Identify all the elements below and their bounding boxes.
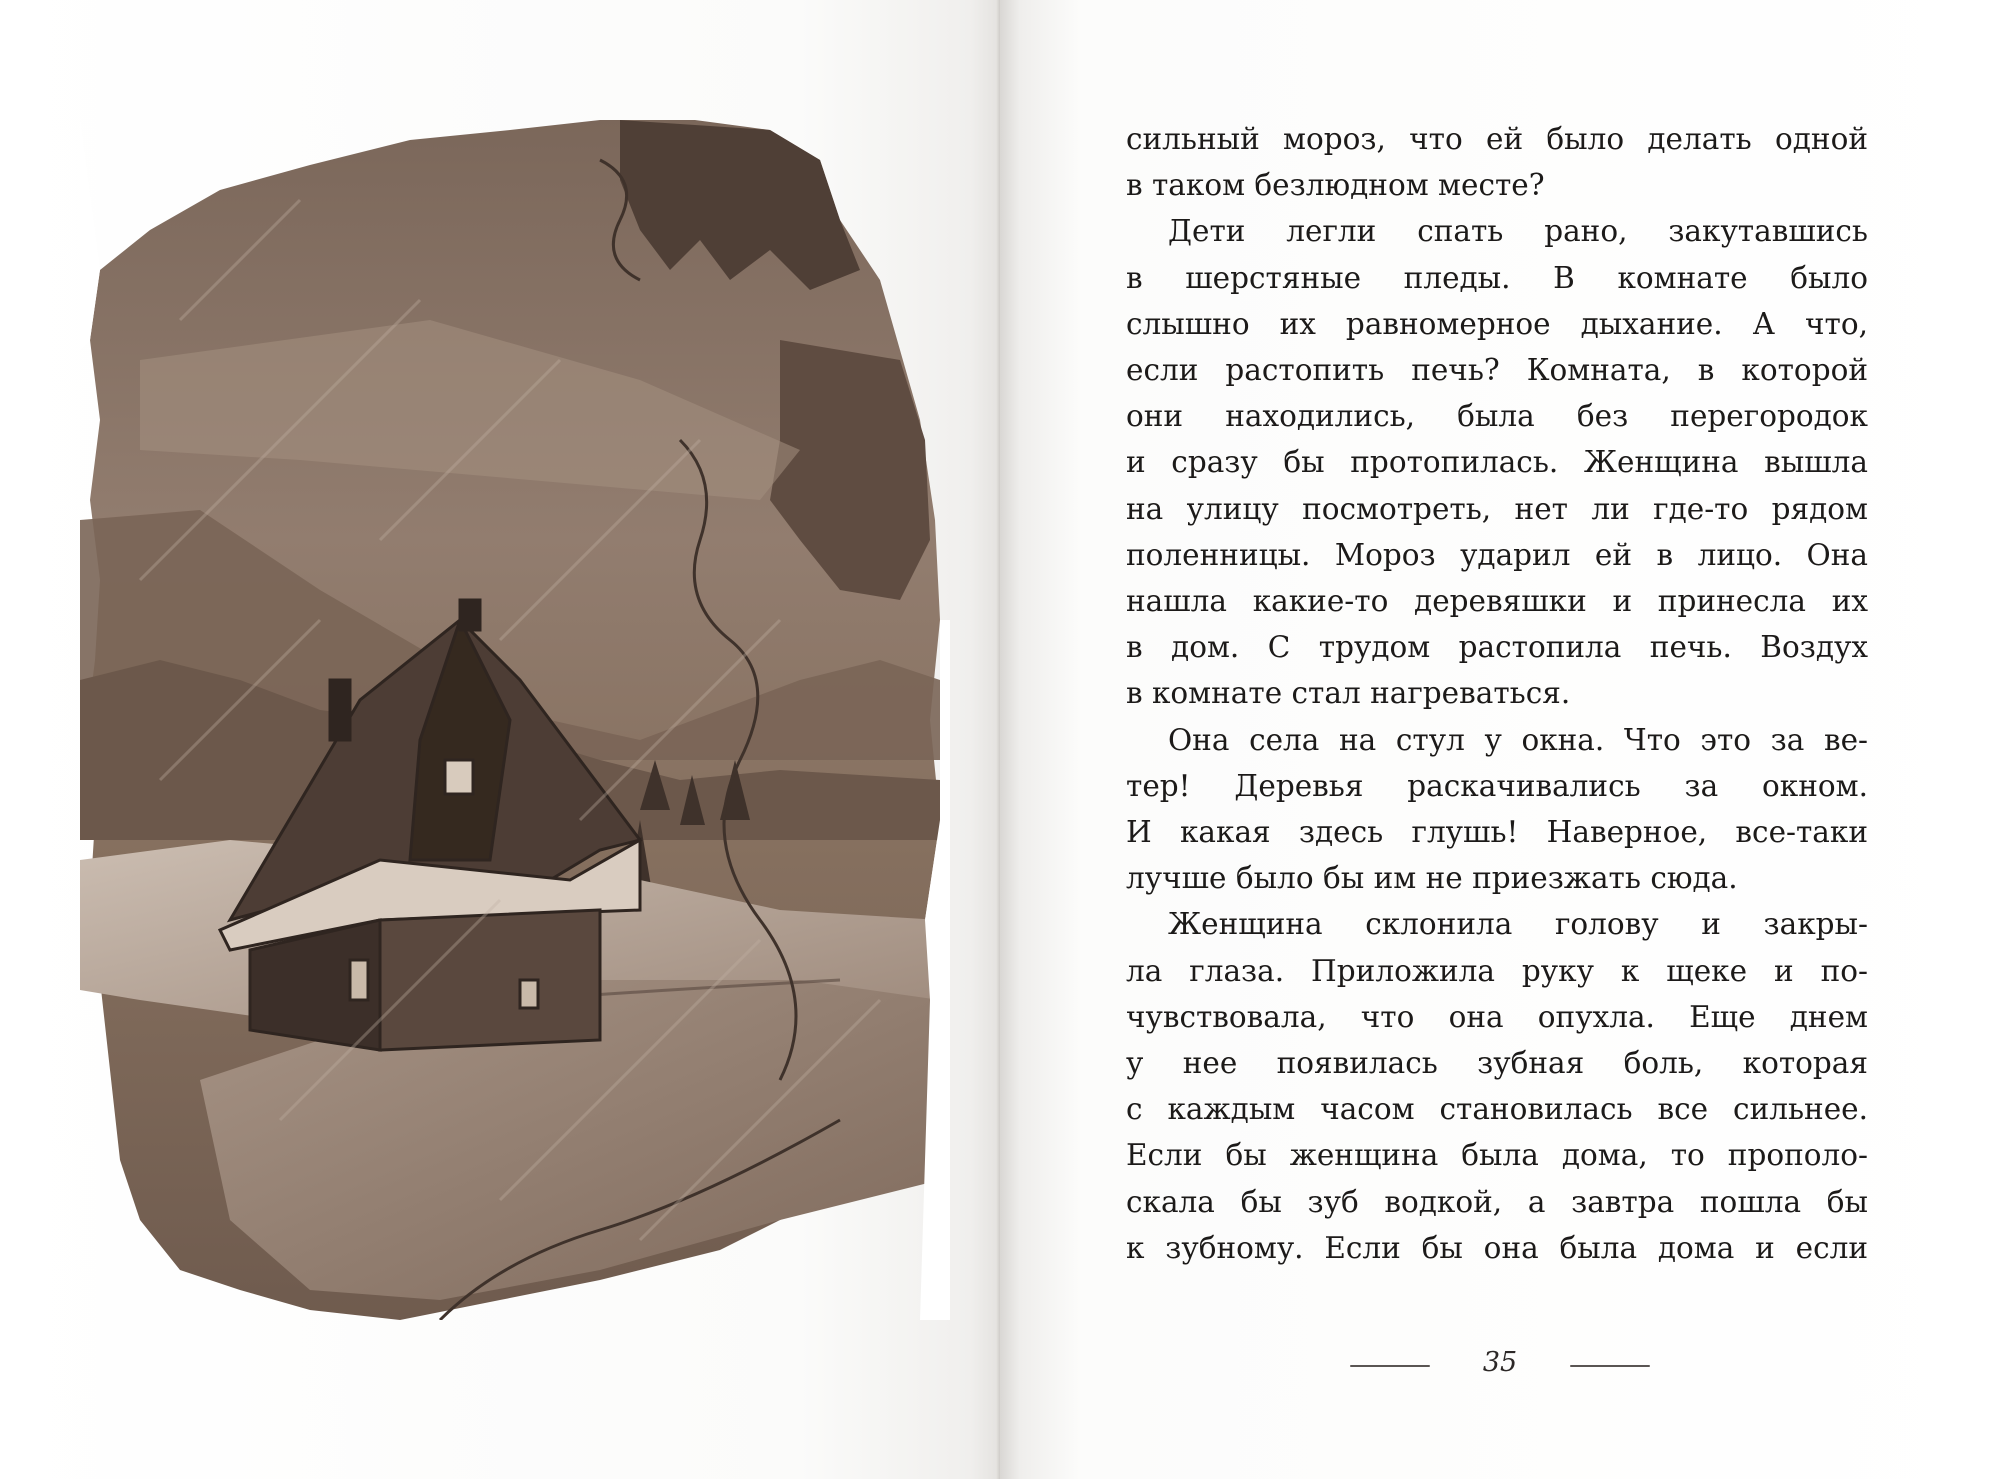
text-line: Если бы женщина была дома, то прополо- (1126, 1138, 1868, 1173)
text-line: если растопить печь? Комната, в которой (1126, 353, 1868, 388)
text-line: в шерстяные пледы. В комнате было (1126, 260, 1868, 295)
text-line: слышно их равномерное дыхание. А что, (1126, 306, 1868, 341)
text-line: сильный мороз, что ей было делать одной (1126, 122, 1868, 156)
body-text (1126, 116, 1868, 1271)
text-line: в комнате стал нагреваться. (1126, 676, 1571, 711)
text-line: у нее появилась зубная боль, которая (1126, 1046, 1868, 1081)
footer-dash-right (1570, 1365, 1650, 1367)
text-line: с каждым часом становилась все сильнее. (1126, 1092, 1868, 1127)
text-line: поленницы. Мороз ударил ей в лицо. Она (1126, 537, 1868, 572)
text-line: в таком безлюдном месте? (1126, 168, 1545, 203)
text-line: и сразу бы протопилась. Женщина вышла (1126, 445, 1868, 480)
text-line: к зубному. Если бы она была дома и если (1126, 1230, 1868, 1265)
text-line: в дом. С трудом растопила печь. Воздух (1126, 630, 1868, 665)
text-line: нашла какие-то деревяшки и принесла их (1126, 584, 1868, 619)
text-line: Она села на стул у окна. Что это за ве- (1168, 722, 1868, 757)
text-line: чувствовала, что она опухла. Еще днем (1126, 999, 1868, 1034)
text-line: лучше было бы им не приезжать сюда. (1126, 861, 1738, 896)
text-line: Дети легли спать рано, закутавшись (1168, 214, 1868, 249)
text-line: скала бы зуб водкой, а завтра пошла бы (1126, 1184, 1868, 1219)
text-line: ла глаза. Приложила руку к щеке и по- (1126, 953, 1868, 988)
text-line: тер! Деревья раскачивались за окном. (1126, 768, 1868, 803)
text-line: на улицу посмотреть, нет ли где-то рядом (1126, 491, 1868, 526)
text-line: И какая здесь глушь! Наверное, все-таки (1126, 815, 1868, 850)
page-footer (1350, 1345, 1650, 1385)
page-number: 35 (1482, 1347, 1518, 1378)
text-line: они находились, была без перегородок (1126, 399, 1868, 434)
sepia-illustration-snowy-cabin (80, 120, 950, 1320)
text-line: Женщина склонила голову и закры- (1168, 907, 1868, 942)
